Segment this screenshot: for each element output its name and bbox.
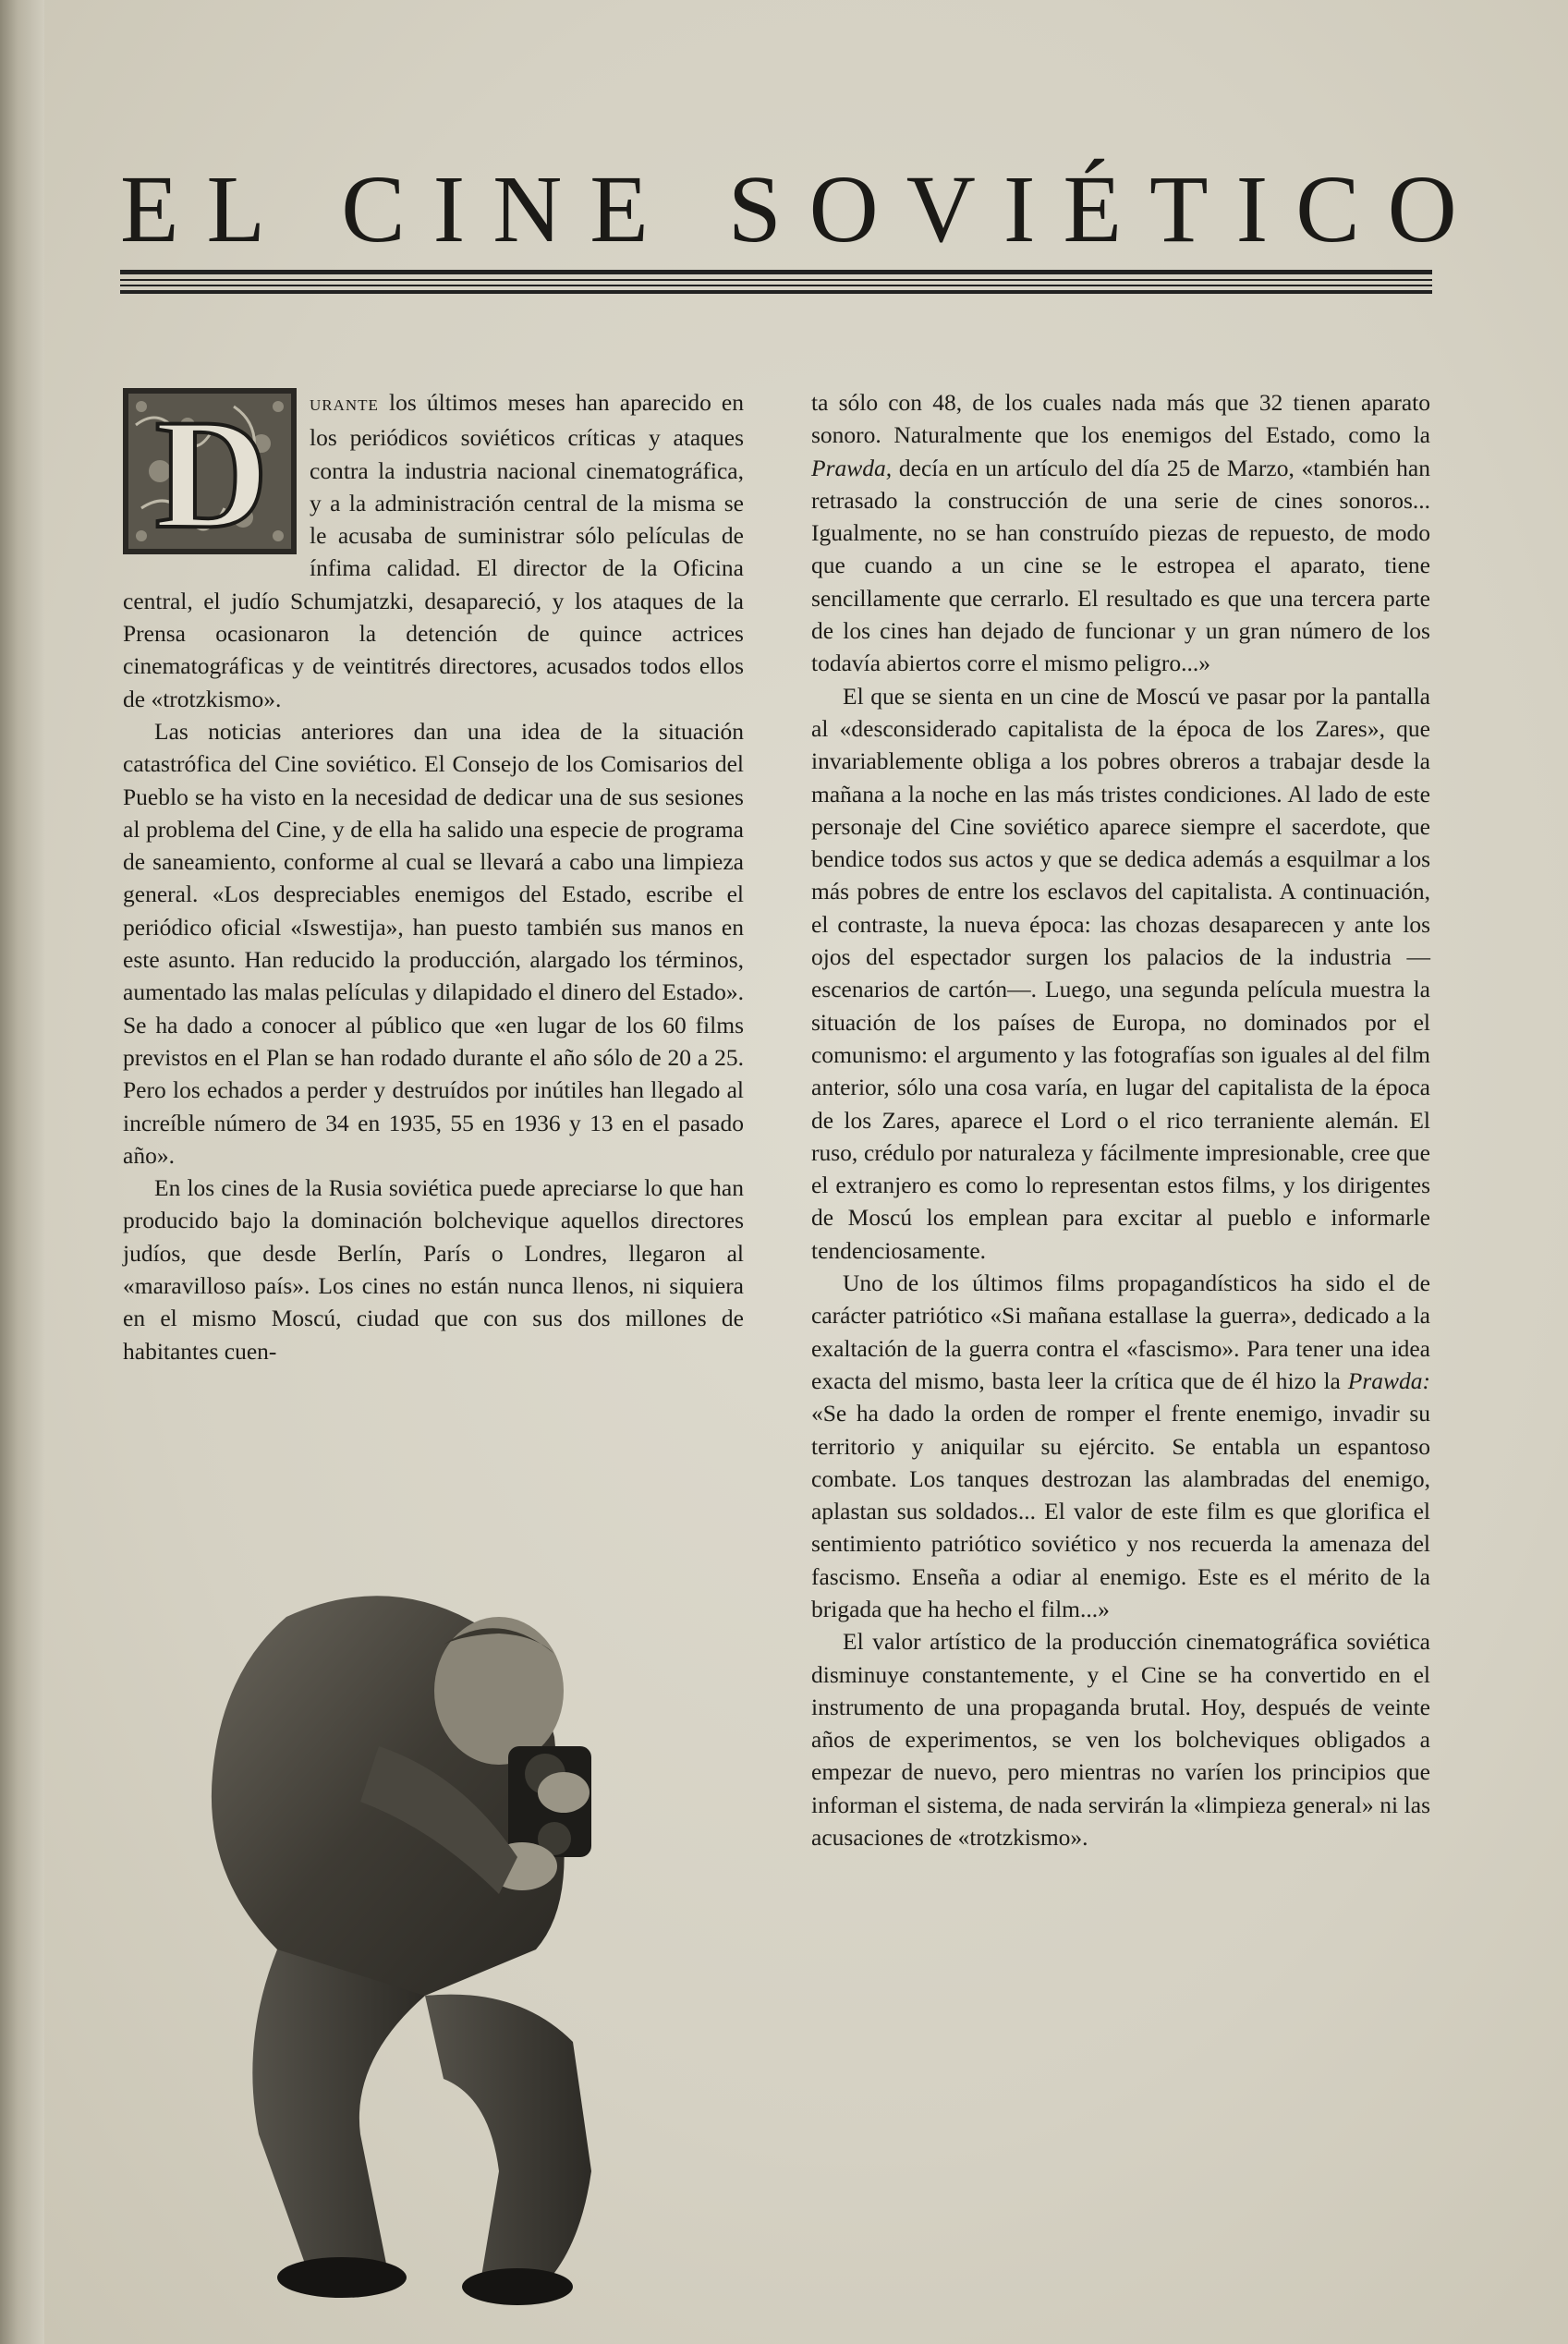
paragraph-6 bbox=[811, 1267, 1430, 1625]
article-title: EL CINE SOVIÉTICO bbox=[120, 156, 1485, 262]
cameraman-silhouette-icon bbox=[148, 1561, 721, 2310]
right-column bbox=[811, 386, 1430, 2197]
paragraph-1 bbox=[123, 386, 744, 715]
paragraph-5: El que se sienta en un cine de Moscú ve pasar por la pantalla al «desconsiderado capitalista de la época de los Zares», que invariablemente obliga a los pobres obreros a trabajar desde la mañana a la noche en las más tristes condiciones. Al lado de este personaje del Cine soviético aparece siempre el sacerdote, que bendice todos sus actos y que se dedica además a esquilmar a los más pobres de entre los esclavos del capitalista. A continuación, el contraste, la nueva época: las chozas desaparecen y ante los ojos del espectador surgen los palacios de la industria —escenarios de cartón—. Luego, una segunda película muestra la situación de los países de Europa, no dominados por el comunismo: el argumento y las fotografías son iguales al del film anterior, sólo una cosa varía, en lugar del capitalista de la época de los Zares, aparece el Lord o el rico terraniente alemán. El ruso, crédulo por naturaleza y fácilmente impresionable, cree que el extranjero es como lo representan estos films, y los dirigentes de Moscú los emplean para excitar al pueblo e informarle tendenciosamente. bbox=[811, 682, 1430, 1264]
paragraph-2: Las noticias anteriores dan una idea de la situación catastrófica del Cine soviético. El Consejo de los Comisarios del Pueblo se ha visto en la necesidad de dedicar una de sus sesiones al problema del Cine, y de ella ha salido una especie de programa de saneamiento, conforme al cual se llevará a cabo una limpieza general. «Los despreciables enemigos del Estado, escribe el periódico oficial «Iswestija», han puesto también sus manos en este asunto. Han reducido la producción, alargado los términos, aumentado las malas películas y dilapidado el dinero del Estado». Se ha dado a conocer al público que «en lugar de los 60 films previstos en el Plan se han rodado durante el año sólo de 20 a 25. Pero los echados a perder y destruídos por inútiles han llegado al increíble número de 34 en 1935, 55 en 1936 y 13 en el pasado año». bbox=[123, 717, 744, 1169]
newspaper-name: Prawda, bbox=[811, 454, 893, 481]
dropcap-letter: D bbox=[154, 388, 269, 554]
title-rule bbox=[120, 285, 1432, 286]
newspaper-name: Prawda: bbox=[1347, 1366, 1430, 1394]
paragraph-text: decía en un artículo del día 25 de Marzo, «también han retrasado la construcción de una serie de cines sonoros... Igualmente, no se han construído piezas de repuesto, de modo que cuando a un cine se le estropea el aparato, tiene sencillamente que cerrarlo. El resultado es que una tercera parte de los cines han dejado de funcionar y un gran número de los todavía abiertos corre el mismo peligro...» bbox=[811, 454, 1430, 677]
left-column bbox=[123, 386, 744, 1504]
paragraph-3: En los cines de la Rusia soviética puede apreciarse lo que han producido bajo la dominación bolchevique aquellos directores judíos, que desde Berlín, París o Londres, llegaron al «maravilloso país». Los cines no están nunca llenos, ni siquiera en el mismo Moscú, ciudad que con sus dos millones de habitantes cuen- bbox=[123, 1174, 744, 1365]
dropcap-ornament-icon bbox=[123, 388, 297, 554]
paragraph-text: ta sólo con 48, de los cuales nada más que 32 tienen aparato sonoro. Naturalmente que los enemigos del Estado, como la bbox=[811, 389, 1430, 449]
paragraph-7: El valor artístico de la producción cinematográfica soviética disminuye constantemente, y el Cine se ha convertido en el instrumento de una propaganda brutal. Hoy, después de veinte años de experimentos, se ven los bolcheviques obligados a empezar de nuevo, pero mientras no varíen los principios que informan el sistema, de nada servirán la «limpieza general» ni las acusaciones de «trotzkismo». bbox=[811, 1628, 1430, 1852]
ornamental-dropcap bbox=[123, 388, 297, 554]
title-rule bbox=[120, 270, 1432, 274]
paragraph-text: los últimos meses han aparecido en los periódicos soviéticos críticas y ataques contra la industria nacional cinematográfica, y a la administración central de la misma se le acusaba de suministrar sólo películas de ínfima calidad. El director de la Oficina central, el judío Schumjatzki, desapareció, y los ataques de la Prensa ocasionaron la detención de quince actrices cinematográficas y de veintitrés directores, acusados todos ellos de «trotzkismo». bbox=[123, 389, 744, 712]
intro-smallcaps: URANTE bbox=[310, 396, 379, 414]
title-rule bbox=[120, 279, 1432, 281]
cameraman-photo bbox=[148, 1561, 721, 2310]
paragraph-text: Uno de los últimos films propagandísticos ha sido el de carácter patriótico «Si mañana estallase la guerra», dedicado a la exaltación de la guerra contra el «fascismo». Para tener una idea exacta del mismo, basta leer la crítica que de él hizo la bbox=[811, 1269, 1430, 1394]
paragraph-4 bbox=[811, 386, 1430, 680]
title-rule bbox=[120, 290, 1432, 294]
paragraph-text: «Se ha dado la orden de romper el frente enemigo, invadir su territorio y aniquilar su ejército. Se entabla un espantoso combate. Los tanques destrozan las alambradas del enemigo, aplastan sus soldados... El valor de este film es que glorifica el sentimiento patriótico soviético y nos recuerda la amenaza del fascismo. Enseña a odiar al enemigo. Este es el mérito de la brigada que ha hecho el film...» bbox=[811, 1400, 1430, 1622]
binding-gutter bbox=[0, 0, 44, 2344]
